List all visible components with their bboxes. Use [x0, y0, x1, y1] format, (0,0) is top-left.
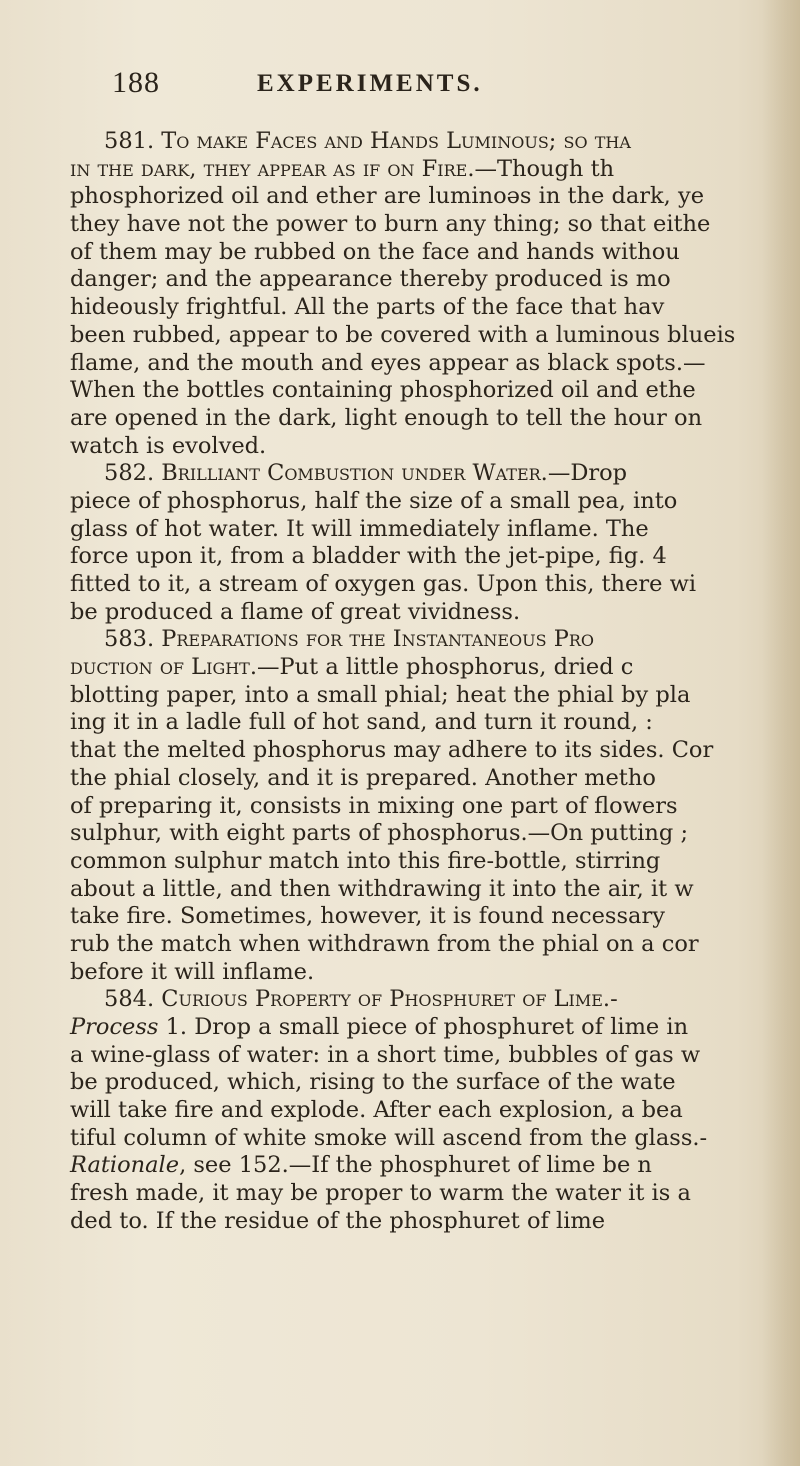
- text-line: [70, 1208, 800, 1236]
- text-segment: rub the match when withdrawn from the phial on a cor: [70, 930, 699, 957]
- text-line: [70, 294, 800, 322]
- text-line: [70, 599, 800, 627]
- text-segment: To make Faces and Hands Luminous; so tha: [161, 128, 631, 154]
- text-line: [70, 876, 800, 904]
- text-line: [70, 765, 800, 793]
- text-line: [70, 128, 800, 156]
- text-segment: Fire.: [421, 155, 475, 182]
- text-segment: When the bottles containing phosphorized oil and ethe: [70, 377, 696, 404]
- text-line: [70, 405, 800, 433]
- text-segment: before it will inflame.: [70, 958, 315, 985]
- text-line: [70, 820, 800, 848]
- text-segment: flame, and the mouth and eyes appear as black spots.—: [70, 349, 706, 376]
- text-segment: —Put a little phosphorus, dried c: [257, 654, 634, 681]
- text-segment: blotting paper, into a small phial; heat the phial by pla: [70, 681, 691, 708]
- text-line: [70, 986, 800, 1014]
- text-line: [70, 211, 800, 239]
- text-segment: in the dark, they appear as if on: [70, 155, 422, 182]
- text-line: [70, 322, 800, 350]
- text-segment: hideously frightful. All the parts of the face that hav: [70, 294, 665, 321]
- text-line: [70, 682, 800, 710]
- text-segment: watch is evolved.: [70, 432, 267, 459]
- text-line: [70, 848, 800, 876]
- text-segment: Brilliant Combustion under Water.: [161, 460, 548, 487]
- text-segment: that the melted phosphorus may adhere to its sides. Cor: [70, 737, 714, 764]
- text-line: [70, 1180, 800, 1208]
- text-segment: 582.: [104, 460, 162, 487]
- text-line: [70, 488, 800, 516]
- text-segment: glass of hot water. It will immediately inflame. The: [70, 515, 649, 542]
- text-segment: danger; and the appearance thereby produced is mo: [70, 266, 671, 293]
- text-segment: ded to. If the residue of the phosphuret of lime: [70, 1207, 606, 1234]
- text-line: [70, 1097, 800, 1125]
- text-segment: fitted to it, a stream of oxygen gas. Upon this, there wi: [70, 571, 697, 597]
- text-segment: take fire. Sometimes, however, it is found necessary: [70, 903, 665, 930]
- text-line: [70, 1014, 800, 1042]
- text-segment: 581.: [104, 128, 162, 154]
- text-segment: been rubbed, appear to be covered with a luminous blueis: [70, 321, 736, 348]
- text-segment: of preparing it, consists in mixing one part of flowers: [70, 792, 678, 819]
- text-segment: 1. Drop a small piece of phosphuret of lime in: [158, 1014, 689, 1040]
- text-segment: piece of phosphorus, half the size of a small pea, into: [70, 487, 678, 514]
- text-line: [70, 350, 800, 378]
- text-line: [70, 903, 800, 931]
- text-line: [70, 543, 800, 571]
- text-line: [70, 1069, 800, 1097]
- text-segment: Preparations for the Instantaneous Pro: [161, 626, 595, 653]
- page-header: [112, 66, 752, 106]
- text-segment: Rationale: [70, 1152, 180, 1179]
- text-line: [70, 266, 800, 294]
- running-head: EXPERIMENTS.: [257, 70, 483, 97]
- text-line: [70, 793, 800, 821]
- text-line: [70, 1042, 800, 1070]
- text-segment: Curious Property of Phosphuret of Lime.: [161, 986, 611, 1013]
- text-segment: sulphur, with eight parts of phosphorus.—On putting ;: [70, 820, 689, 847]
- text-segment: phosphorized oil and ether are luminoǝs in the dark, ye: [70, 183, 705, 210]
- text-line: [70, 709, 800, 737]
- text-line: [70, 737, 800, 765]
- text-line: [70, 183, 800, 211]
- text-segment: be produced a flame of great vividness.: [70, 598, 521, 625]
- text-segment: -: [610, 986, 618, 1013]
- page-number: 188: [112, 66, 160, 99]
- text-segment: about a little, and then withdrawing it into the air, it w: [70, 875, 694, 902]
- text-line: [70, 433, 800, 461]
- body-text: [70, 128, 800, 1236]
- text-line: [70, 931, 800, 959]
- text-segment: ing it in a ladle full of hot sand, and turn it round, :: [70, 709, 653, 736]
- text-segment: the phial closely, and it is prepared. Another metho: [70, 764, 656, 791]
- text-segment: Process: [70, 1014, 159, 1040]
- text-segment: 583.: [104, 626, 162, 653]
- text-segment: , see 152.—If the phosphuret of lime be n: [179, 1152, 652, 1179]
- text-segment: common sulphur match into this fire-bottle, stirring: [70, 847, 661, 874]
- text-segment: —Drop: [547, 460, 628, 487]
- text-segment: they have not the power to burn any thing; so that eithe: [70, 211, 711, 238]
- text-segment: be produced, which, rising to the surface of the wate: [70, 1069, 676, 1096]
- text-line: [70, 377, 800, 405]
- text-segment: duction of Light.: [70, 654, 258, 681]
- text-line: [70, 571, 800, 599]
- text-segment: 584.: [104, 986, 162, 1013]
- text-segment: of them may be rubbed on the face and hands withou: [70, 238, 680, 265]
- text-segment: a wine-glass of water: in a short time, bubbles of gas w: [70, 1041, 701, 1068]
- text-line: [70, 156, 800, 184]
- text-line: [70, 516, 800, 544]
- text-line: [70, 626, 800, 654]
- text-line: [70, 654, 800, 682]
- text-segment: —Though th: [474, 155, 615, 182]
- text-segment: are opened in the dark, light enough to tell the hour on: [70, 404, 703, 431]
- text-line: [70, 239, 800, 267]
- text-line: [70, 959, 800, 987]
- text-line: [70, 460, 800, 488]
- text-segment: fresh made, it may be proper to warm the water it is a: [70, 1180, 691, 1207]
- text-segment: will take fire and explode. After each explosion, a bea: [70, 1097, 683, 1124]
- text-segment: force upon it, from a bladder with the jet-pipe, fig. 4: [70, 543, 667, 570]
- text-line: [70, 1125, 800, 1153]
- text-line: [70, 1152, 800, 1180]
- text-segment: tiful column of white smoke will ascend from the glass.-: [70, 1124, 708, 1151]
